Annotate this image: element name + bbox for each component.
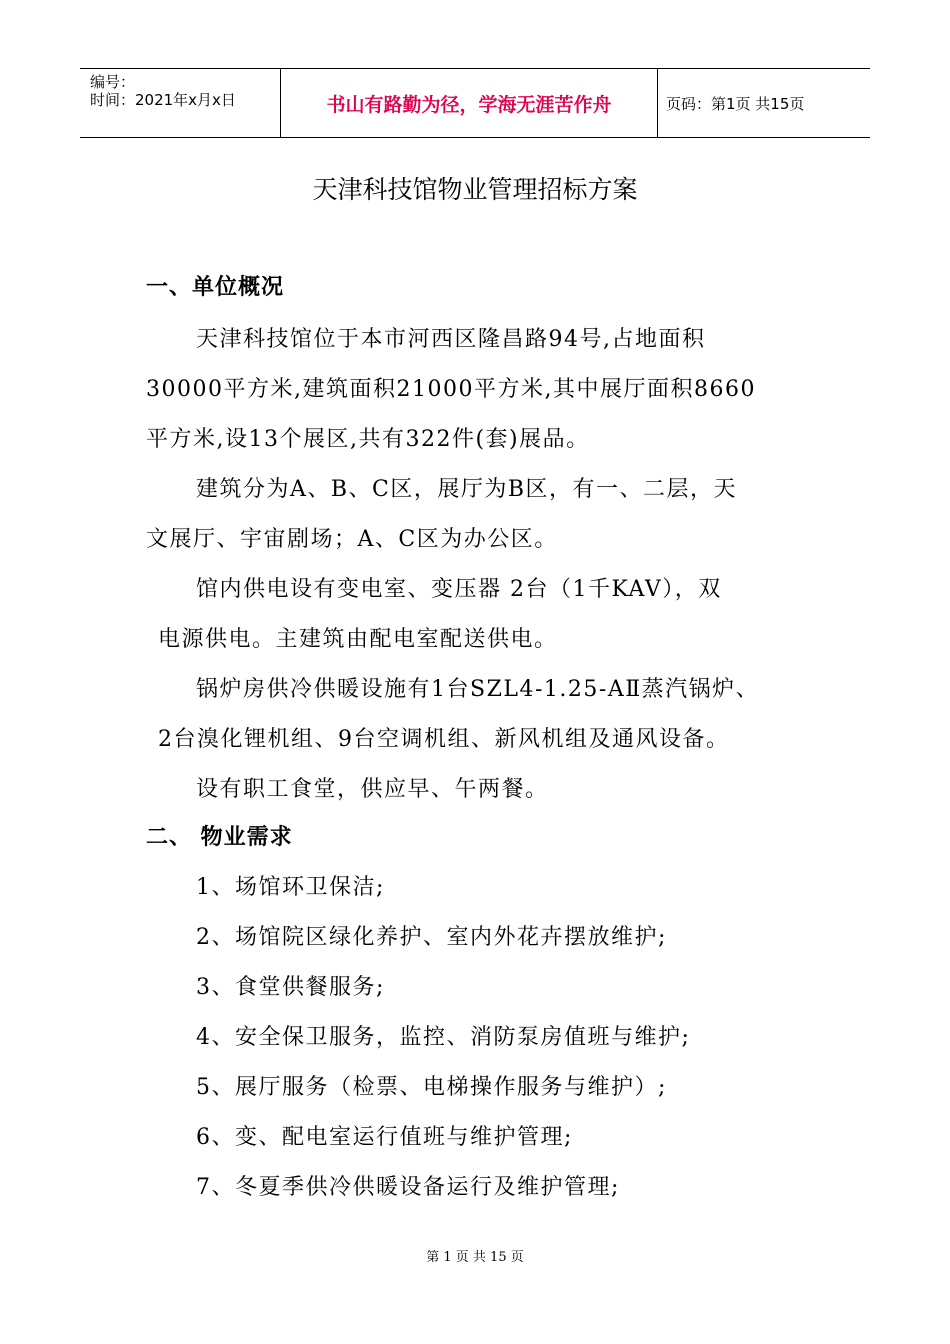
paragraph-line: 馆内供电设有变电室、变压器 2台（1千KAV），双 <box>196 577 722 602</box>
header-meta-cell <box>80 69 280 137</box>
document-title: 天津科技馆物业管理招标方案 <box>312 175 638 204</box>
paragraph-line: 30000平方米,建筑面积21000平方米,其中展厅面积8660 <box>146 377 756 402</box>
list-item: 5、展厅服务（检票、电梯操作服务与维护）; <box>196 1075 667 1100</box>
number-label: 编号： <box>90 73 136 91</box>
list-item: 4、安全保卫服务，监控、消防泵房值班与维护; <box>196 1025 691 1050</box>
paragraph-line: 电源供电。主建筑由配电室配送供电。 <box>158 627 558 652</box>
list-item: 6、变、配电室运行值班与维护管理; <box>196 1125 573 1150</box>
time-label: 时间：2021年x月x日 <box>90 91 236 109</box>
header-table <box>80 68 870 138</box>
paragraph-line: 锅炉房供冷供暖设施有1台SZL4-1.25-AⅡ蒸汽锅炉、 <box>196 677 760 702</box>
paragraph-line: 设有职工食堂，供应早、午两餐。 <box>196 777 549 802</box>
list-item: 2、场馆院区绿化养护、室内外花卉摆放维护; <box>196 925 667 950</box>
section-heading: 二、 物业需求 <box>146 825 293 850</box>
paragraph-line: 文展厅、宇宙剧场；A、C区为办公区。 <box>146 527 558 552</box>
page-footer: 第 1 页 共 15 页 <box>426 1250 524 1265</box>
section-heading: 一、单位概况 <box>146 275 285 300</box>
paragraph-line: 平方米,设13个展区,共有322件(套)展品。 <box>146 427 590 452</box>
list-item: 1、场馆环卫保洁; <box>196 875 385 900</box>
motto: 书山有路勤为径，学海无涯苦作舟 <box>280 69 658 137</box>
paragraph-line: 建筑分为A、B、C区，展厅为B区，有一、二层，天 <box>196 477 738 502</box>
list-item: 3、食堂供餐服务; <box>196 975 385 1000</box>
page-code: 页码：第1页 共15页 <box>666 94 805 113</box>
list-item: 7、冬夏季供冷供暖设备运行及维护管理; <box>196 1175 620 1200</box>
paragraph-line: 天津科技馆位于本市河西区隆昌路94号,占地面积 <box>196 327 706 352</box>
paragraph-line: 2台溴化锂机组、9台空调机组、新风机组及通风设备。 <box>158 727 730 752</box>
